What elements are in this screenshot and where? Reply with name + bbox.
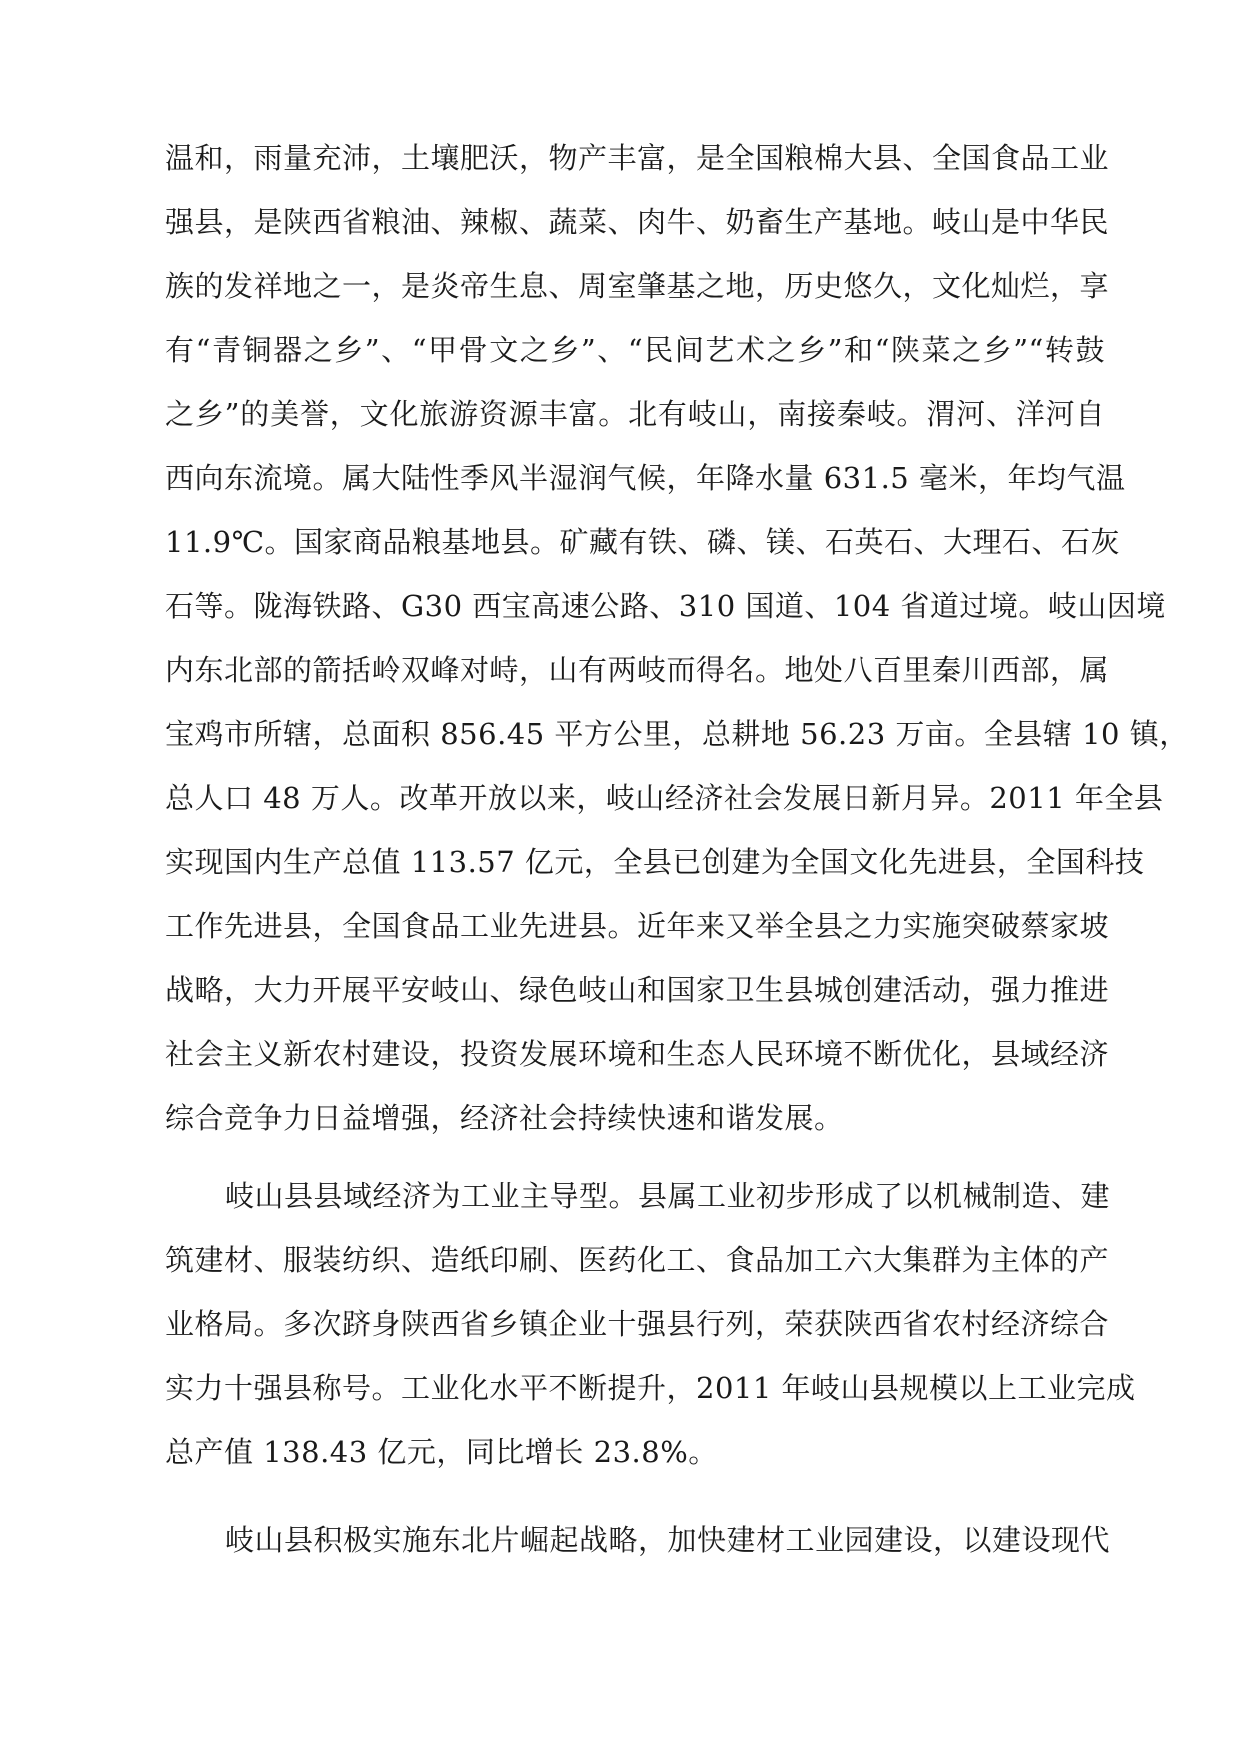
- paragraph-2-line: 岐山县县域经济为工业主导型。县属工业初步形成了以机械制造、建: [225, 1179, 1111, 1213]
- paragraph-2-line: 业格局。多次跻身陕西省乡镇企业十强县行列，荣获陕西省农村经济综合: [165, 1307, 1110, 1341]
- paragraph-1-line: 温和，雨量充沛，土壤肥沃，物产丰富，是全国粮棉大县、全国食品工业: [165, 141, 1110, 175]
- paragraph-1-line: 综合竞争力日益增强，经济社会持续快速和谐发展。: [165, 1101, 844, 1135]
- paragraph-1-line: 强县，是陕西省粮油、辣椒、蔬菜、肉牛、奶畜生产基地。岐山是中华民: [165, 205, 1110, 239]
- paragraph-2-line: 筑建材、服装纺织、造纸印刷、医药化工、食品加工六大集群为主体的产: [165, 1243, 1110, 1277]
- paragraph-1-line: 内东北部的箭括岭双峰对峙，山有两岐而得名。地处八百里秦川西部，属: [165, 653, 1110, 687]
- paragraph-1-line: 工作先进县，全国食品工业先进县。近年来又举全县之力实施突破蔡家坡: [165, 909, 1110, 943]
- paragraph-3-line: 岐山县积极实施东北片崛起战略，加快建材工业园建设，以建设现代: [225, 1523, 1111, 1557]
- paragraph-1-line: 总人口 48 万人。改革开放以来，岐山经济社会发展日新月异。2011 年全县: [165, 781, 1164, 815]
- paragraph-1-line: 石等。陇海铁路、G30 西宝高速公路、310 国道、104 省道过境。岐山因境: [165, 589, 1166, 623]
- paragraph-1-line: 实现国内生产总值 113.57 亿元，全县已创建为全国文化先进县，全国科技: [165, 845, 1145, 879]
- paragraph-1-line: 11.9℃。国家商品粮基地县。矿藏有铁、磷、镁、石英石、大理石、石灰: [165, 525, 1121, 559]
- paragraph-1-line: 族的发祥地之一，是炎帝生息、周室肇基之地，历史悠久，文化灿烂，享: [165, 269, 1110, 303]
- paragraph-1-line: 战略，大力开展平安岐山、绿色岐山和国家卫生县城创建活动，强力推进: [165, 973, 1110, 1007]
- paragraph-2-line: 总产值 138.43 亿元，同比增长 23.8%。: [165, 1435, 718, 1469]
- paragraph-1-line: 西向东流境。属大陆性季风半湿润气候，年降水量 631.5 毫米，年均气温: [165, 461, 1126, 495]
- paragraph-1-line: 宝鸡市所辖，总面积 856.45 平方公里，总耕地 56.23 万亩。全县辖 10 镇，: [165, 717, 1189, 751]
- paragraph-1-line: 之乡”的美誉，文化旅游资源丰富。北有岐山，南接秦岐。渭河、洋河自: [165, 397, 1105, 431]
- paragraph-1-line: 有“青铜器之乡”、“甲骨文之乡”、“民间艺术之乡”和“陕菜之乡”“转鼓: [165, 333, 1105, 367]
- paragraph-1-line: 社会主义新农村建设，投资发展环境和生态人民环境不断优化，县域经济: [165, 1037, 1110, 1071]
- paragraph-2-line: 实力十强县称号。工业化水平不断提升，2011 年岐山县规模以上工业完成: [165, 1371, 1136, 1405]
